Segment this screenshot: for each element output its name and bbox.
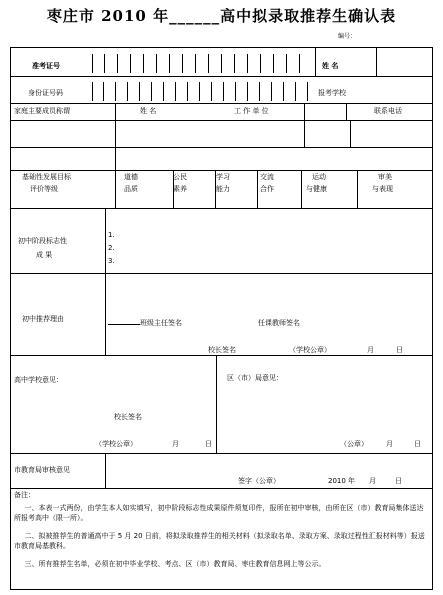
eval-col-morality-1: 道德	[124, 173, 138, 181]
achievement-item-1: 1.	[108, 231, 115, 239]
principal-sign: 校长签名	[208, 346, 236, 354]
achievements-label-2: 成 果	[36, 251, 53, 259]
eval-col-learning-1: 学习	[216, 173, 230, 181]
eval-goal-label: 基础性发展目标	[22, 173, 71, 181]
subject-teacher-sign: 任课教师签名	[258, 319, 300, 327]
eval-col-learning-2: 能力	[216, 185, 230, 193]
city-day: 日	[395, 477, 402, 485]
district-opinion-label: 区（市）局意见：	[227, 374, 283, 382]
id-number-label: 身份证号码	[28, 89, 63, 97]
hs-school-seal: （学校公章）	[95, 440, 137, 448]
hs-month: 月	[172, 440, 179, 448]
reason-day: 日	[396, 346, 403, 354]
bureau-month: 月	[386, 440, 393, 448]
hs-principal-sign: 校长签名	[114, 413, 142, 421]
family-col-name: 姓 名	[140, 107, 157, 115]
bureau-day: 日	[414, 440, 421, 448]
page-title: 枣庄市 2010 年______高中拟录取推荐生确认表	[46, 7, 397, 25]
eval-col-aesthetics-2: 与表现	[372, 185, 393, 193]
family-col-phone: 联系电话	[374, 107, 402, 115]
eval-col-aesthetics-1: 审美	[378, 173, 392, 181]
note-item-2: 二、拟被推荐生的普通高中于 5 月 20 日前，将拟录取推荐生的相关材料（拟录取名单、录取方案、录取过程性汇报材料等）报送市教育局基教科。	[14, 532, 425, 551]
note-item-1: 一、本表一式两份，由学生本人如实填写，初中阶段标志性成果原件须复印件，报所在初中审核，由所在区（市）教育局集体送达所报考高中（限一所）。	[14, 504, 424, 523]
eval-col-civic-1: 公民	[173, 173, 187, 181]
city-year: 2010 年	[328, 477, 356, 485]
reason-month: 月	[367, 346, 374, 354]
eval-col-morality-2: 品质	[124, 185, 138, 193]
class-teacher-sign: 班级主任签名	[108, 320, 182, 327]
city-sign-seal: 签字（公章）	[238, 477, 280, 485]
exam-number-boxes[interactable]	[92, 54, 300, 73]
achievement-item-3: 3.	[108, 257, 115, 265]
family-col-workplace: 工 作 单 位	[234, 107, 269, 115]
eval-col-cooperation-1: 交流	[260, 173, 274, 181]
target-school-label: 报考学校	[318, 89, 346, 97]
city-bureau-opinion-label: 市教育局审核意见	[14, 466, 70, 474]
achievement-item-2: 2.	[108, 244, 115, 252]
eval-grade-label: 评价等级	[30, 185, 58, 193]
eval-col-health-1: 运动	[312, 173, 326, 181]
notes-heading: 备注：	[14, 491, 35, 499]
family-members-label: 家庭主要成员称谓	[14, 107, 70, 115]
id-number-boxes[interactable]	[92, 82, 308, 101]
high-school-opinion-label: 高中学校意见：	[14, 376, 63, 384]
name-label: 姓 名	[322, 62, 339, 70]
exam-number-label: 准考证号	[32, 62, 60, 70]
note-item-3: 三、所有推荐生名单，必须在初中毕业学校、考点、区（市）教育局、枣庄教育信息网上等公示。	[24, 560, 326, 568]
bureau-seal: （公章）	[340, 440, 368, 448]
recommendation-reason-label: 初中推荐理由	[22, 315, 64, 323]
school-seal: （学校公章）	[289, 346, 331, 354]
eval-col-civic-2: 素养	[173, 185, 187, 193]
hs-day: 日	[205, 440, 212, 448]
eval-col-cooperation-2: 合作	[260, 185, 274, 193]
serial-number-label: 编号：	[338, 33, 357, 40]
eval-col-health-2: 与健康	[306, 185, 327, 193]
achievements-label: 初中阶段标志性	[18, 237, 67, 245]
city-month: 月	[369, 477, 376, 485]
